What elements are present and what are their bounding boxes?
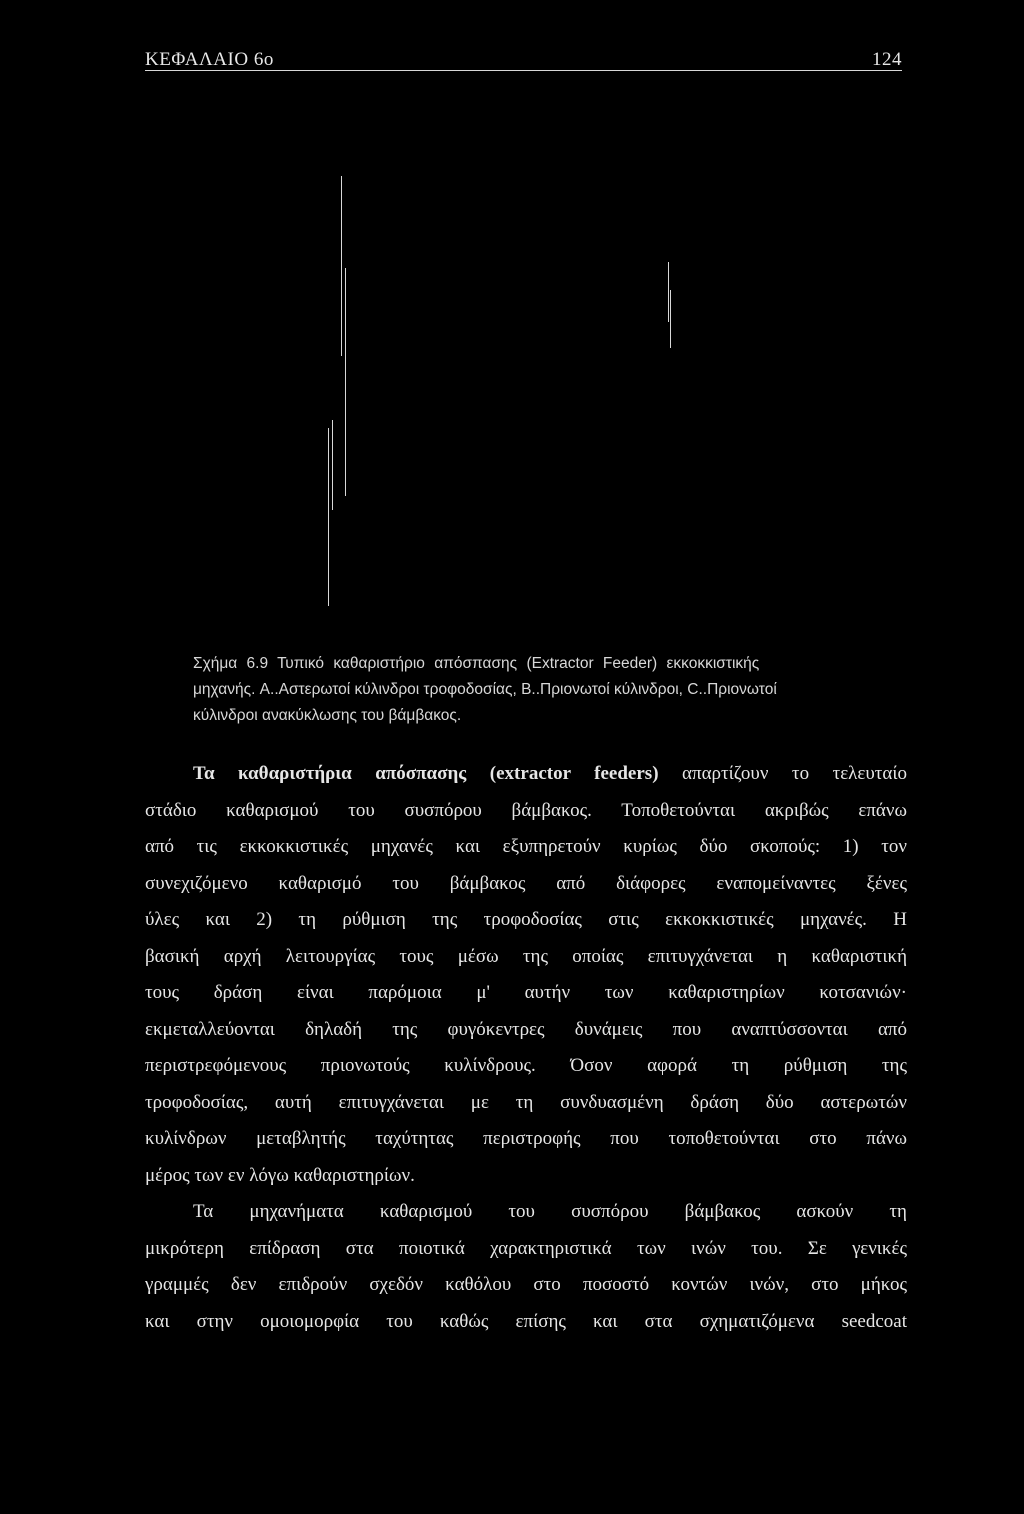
running-header [145,48,902,71]
bold-term: Τα καθαριστήρια απόσπασης (extractor feeders) [193,763,659,784]
figure-line [341,176,342,356]
body-text [145,756,907,1340]
paragraph-line: τους δράση είναι παρόμοια μ' αυτήν των καθαριστηρίων κοτσανιών· [145,982,907,1003]
paragraph-line: μέρος των εν λόγω καθαριστηρίων. [145,1164,415,1186]
figure-line [328,428,329,606]
figure-line [670,290,671,348]
chapter-title: ΚΕΦΑΛΑΙΟ 6ο [145,49,274,70]
paragraph-line: τροφοδοσίας, αυτή επιτυγχάνεται με τη συνδυασμένη δράση δύο αστερωτών [145,1091,907,1113]
paragraph-text: απαρτίζουν το τελευταίο [658,763,907,784]
paragraph-line: εκμεταλλεύονται δηλαδή της φυγόκεντρες δυνάμεις που αναπτύσσονται από [145,1018,907,1040]
paragraph-line: συνεχιζόμενο καθαρισμό του βάμβακος από διάφορες εναπομείναντες ξένες [145,872,907,894]
paragraph-line [145,756,907,793]
paragraph-line: στάδιο καθαρισμού του συσπόρου βάμβακος. Τοποθετούνται ακριβώς επάνω [145,799,907,821]
caption-line: κύλινδροι ανακύκλωσης του βάμβακος. [193,707,462,724]
figure-line [332,420,333,510]
paragraph-line: περιστρεφόμενους πριονωτούς κυλίνδρους. Όσον αφορά τη ρύθμιση της [145,1055,907,1076]
paragraph-line: κυλίνδρων μεταβλητής ταχύτητας περιστροφής που τοποθετούνται στο πάνω [145,1128,907,1149]
paragraph-line: Τα μηχανήματα καθαρισμού του συσπόρου βάμβακος ασκούν τη [193,1201,907,1222]
caption-line: μηχανής. A..Αστερωτοί κύλινδροι τροφοδοσίας, Β..Πριονωτοί κύλινδροι, C..Πριονωτοί [193,681,777,698]
paragraph-line: και στην ομοιομορφία του καθώς επίσης και στα σχηματιζόμενα seedcoat [145,1310,907,1332]
figure-extractor-feeder [145,170,905,620]
caption-line: Σχήμα 6.9 Τυπικό καθαριστήριο απόσπασης (Extractor Feeder) εκκοκκιστικής [193,655,760,672]
paragraph-line: από τις εκκοκκιστικές μηχανές και εξυπηρετούν κυρίως δύο σκοπούς: 1) τον [145,836,907,857]
paragraph-line: γραμμές δεν επιδρούν σχεδόν καθόλου στο ποσοστό κοντών ινών, στο μήκος [145,1274,907,1295]
paragraph-line: μικρότερη επίδραση στα ποιοτικά χαρακτηριστικά των ινών του. Σε γενικές [145,1237,907,1259]
page-number: 124 [872,49,902,70]
paragraph-line: βασική αρχή λειτουργίας τους μέσω της οποίας επιτυγχάνεται η καθαριστική [145,945,907,967]
figure-line [345,268,346,496]
figure-caption [193,651,905,729]
figure-line [668,262,669,322]
paragraph-line: ύλες και 2) τη ρύθμιση της τροφοδοσίας στις εκκοκκιστικές μηχανές. Η [145,909,907,930]
